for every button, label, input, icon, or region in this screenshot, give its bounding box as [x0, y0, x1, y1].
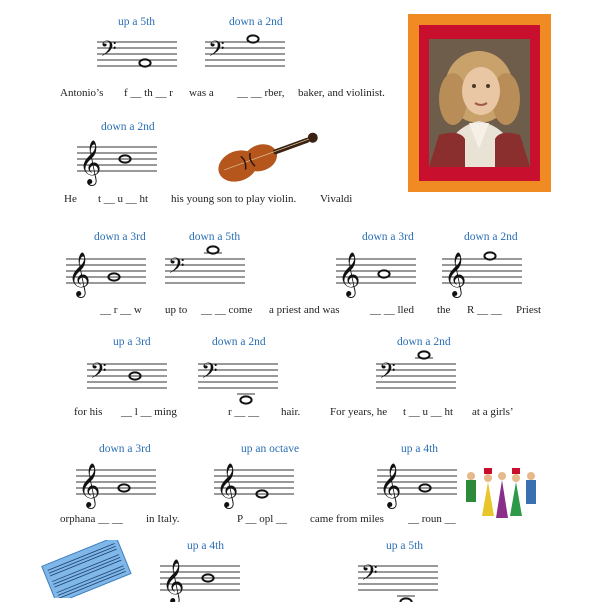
- treble-clef-icon: 𝄞: [79, 140, 102, 184]
- bass-clef-icon: 𝄢: [361, 561, 378, 591]
- treble-staff: [336, 252, 416, 296]
- interval-label: up a 5th: [386, 540, 424, 552]
- interval-label: down a 3rd: [362, 231, 414, 243]
- sentence-word: up to: [165, 304, 188, 316]
- bass-staff: [198, 360, 278, 400]
- bass-clef-icon: 𝄢: [90, 359, 107, 389]
- interval-label: up an octave: [241, 443, 300, 455]
- interval-label: down a 2nd: [464, 231, 518, 243]
- sentence-word: came from miles: [310, 513, 384, 525]
- whole-note: [240, 396, 251, 403]
- treble-staff: [377, 463, 457, 507]
- whole-note: [139, 59, 150, 66]
- sentence-word: in Italy.: [146, 513, 180, 525]
- whole-note: [378, 270, 389, 277]
- blank-word: t __ u __ ht: [403, 406, 454, 418]
- sentence-word: Antonio’s: [60, 87, 104, 99]
- blank-word: __ l __ ming: [121, 406, 177, 418]
- interval-label: down a 5th: [189, 231, 241, 243]
- treble-clef-icon: 𝄞: [444, 252, 467, 296]
- bass-staff: [376, 360, 456, 400]
- blank-word: r __ __: [228, 406, 260, 418]
- interval-label: down a 2nd: [101, 121, 155, 133]
- bass-staff: [165, 255, 245, 295]
- bass-clef-icon: 𝄢: [379, 359, 396, 389]
- violin-icon: [206, 116, 334, 182]
- treble-clef-icon: 𝄞: [78, 463, 101, 507]
- sentence-word: For years, he: [330, 406, 388, 418]
- blank-word: R __ __: [467, 304, 502, 316]
- interval-label: up a 4th: [187, 540, 225, 552]
- interval-label: down a 2nd: [397, 336, 451, 348]
- treble-staff: [66, 252, 146, 296]
- blank-word: orphana __ __: [60, 513, 123, 525]
- blank-word: __ roun __: [408, 513, 456, 525]
- treble-clef-icon: 𝄞: [216, 463, 239, 507]
- interval-label: up a 5th: [118, 16, 156, 28]
- interval-label: down a 2nd: [229, 16, 283, 28]
- blank-word: __ __ rber,: [237, 87, 285, 99]
- interval-label: down a 3rd: [94, 231, 146, 243]
- sentence-word: He: [64, 193, 77, 205]
- sentence-word: was a: [189, 87, 214, 99]
- whole-note: [400, 598, 411, 602]
- portrait-frame: [419, 25, 540, 181]
- treble-clef-icon: 𝄞: [379, 463, 402, 507]
- treble-staff: [214, 463, 294, 507]
- treble-clef-icon: 𝄞: [162, 559, 185, 602]
- whole-note: [207, 246, 218, 253]
- bass-staff: [87, 360, 167, 400]
- blank-word: __ r __ w: [100, 304, 142, 316]
- treble-clef-icon: 𝄞: [68, 252, 91, 296]
- blank-word: __ __ come: [201, 304, 253, 316]
- bass-clef-icon: 𝄢: [201, 359, 218, 389]
- sentence-word: his young son to play violin.: [171, 193, 297, 205]
- whole-note: [247, 35, 258, 42]
- treble-staff: [160, 559, 240, 602]
- bass-clef-icon: 𝄢: [168, 254, 185, 284]
- blank-word: f __ th __ r: [124, 87, 173, 99]
- treble-staff: [77, 140, 157, 184]
- bass-clef-icon: 𝄢: [208, 37, 225, 67]
- interval-label: down a 3rd: [99, 443, 151, 455]
- interval-label: up a 3rd: [113, 336, 151, 348]
- whole-note: [418, 351, 429, 358]
- treble-staff: [442, 252, 522, 296]
- sentence-word: baker, and violinist.: [298, 87, 385, 99]
- sentence-word: hair.: [281, 406, 301, 418]
- blank-word: t __ u __ ht: [98, 193, 149, 205]
- interval-label: up a 4th: [401, 443, 439, 455]
- treble-staff: [76, 463, 156, 507]
- bass-staff: [205, 38, 285, 78]
- sentence-word: the: [437, 304, 451, 316]
- treble-clef-icon: 𝄞: [338, 252, 361, 296]
- sentence-word: a priest and was: [269, 304, 340, 316]
- portrait-picture: [429, 39, 530, 167]
- sentence-word: Priest: [516, 304, 542, 316]
- blank-word: __ __ lled: [370, 304, 414, 316]
- dancers-icon: [464, 466, 542, 520]
- bass-clef-icon: 𝄢: [100, 37, 117, 67]
- sentence-word: for his: [74, 406, 103, 418]
- sentence-word: Vivaldi: [320, 193, 353, 205]
- portrait-image: [408, 14, 551, 192]
- sheet-music-icon: [40, 540, 132, 598]
- bass-staff: [97, 38, 177, 78]
- blank-word: P __ opl __: [237, 513, 288, 525]
- whole-note: [484, 252, 495, 259]
- sentence-word: at a girls’: [472, 406, 514, 418]
- interval-label: down a 2nd: [212, 336, 266, 348]
- bass-staff: [358, 562, 438, 602]
